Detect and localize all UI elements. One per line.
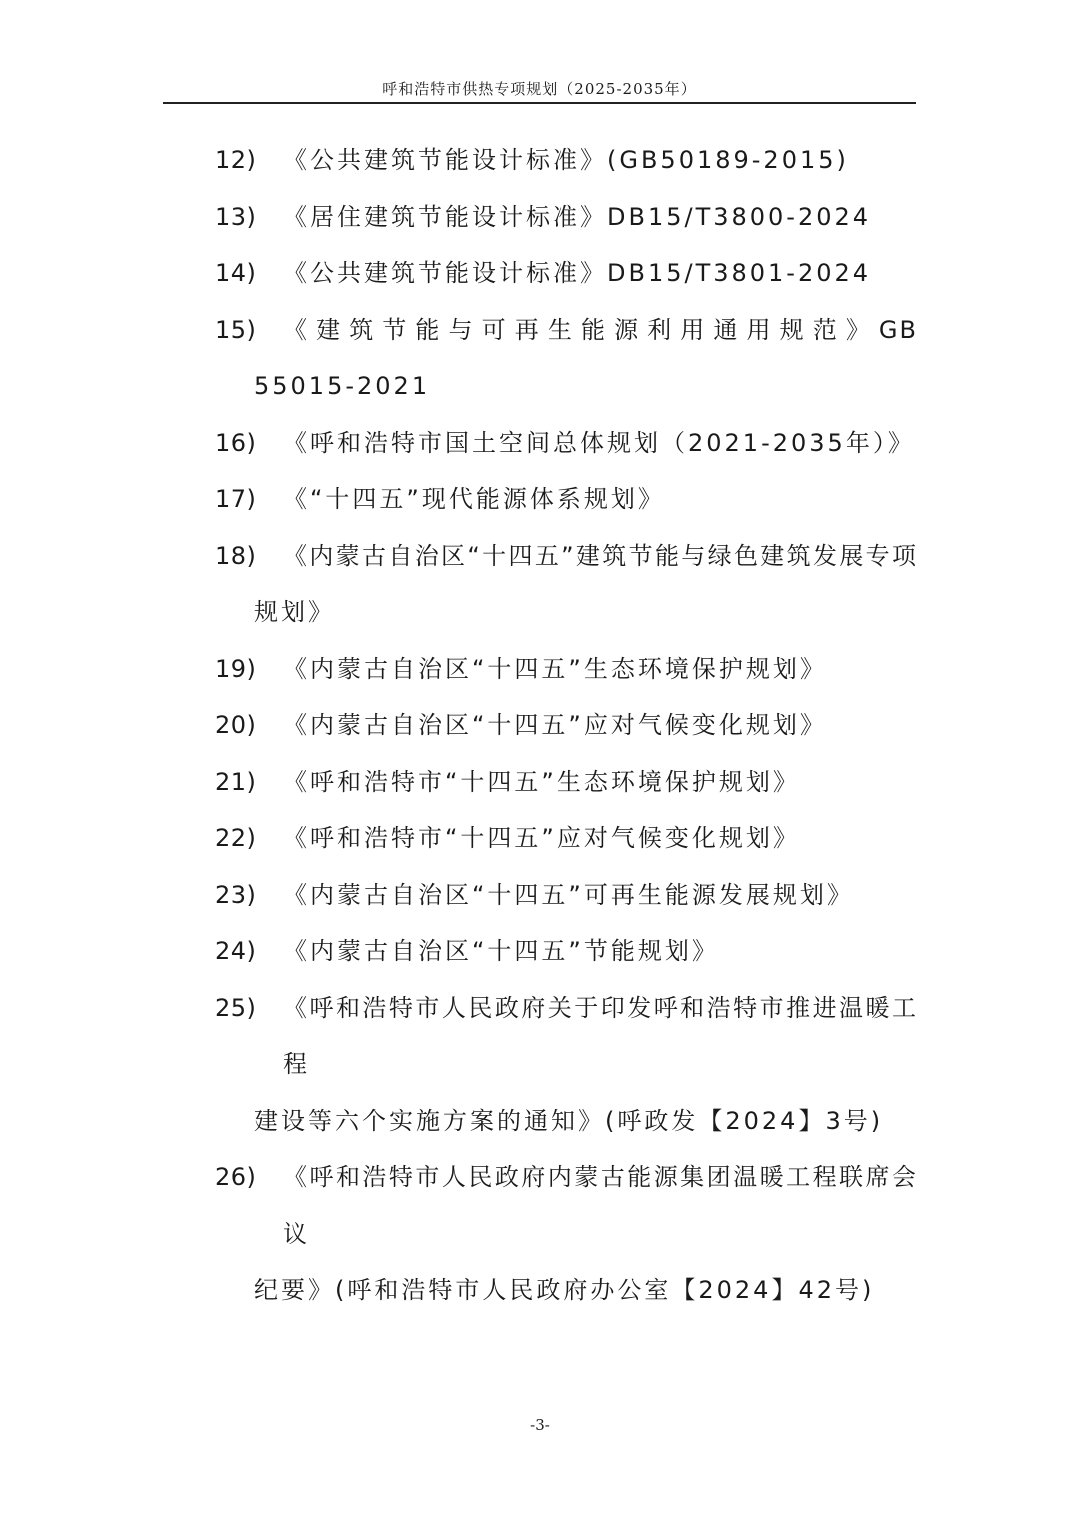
item-text: 《内蒙古自治区“十四五”生态环境保护规划》 [283, 654, 827, 683]
list-item [0, 1149, 1080, 1319]
item-text-continuation: 55015-2021 [254, 372, 431, 400]
item-number: 22) [215, 824, 257, 852]
item-number: 19) [215, 654, 257, 683]
item-text: 《内蒙古自治区“十四五”可再生能源发展规划》 [283, 880, 854, 909]
item-text: 《内蒙古自治区“十四五”应对气候变化规划》 [283, 711, 827, 739]
item-number: 16) [215, 428, 257, 457]
list-item [0, 980, 1080, 1150]
page-number: -3- [530, 1416, 550, 1434]
item-number: 21) [215, 767, 257, 796]
item-text: 《内蒙古自治区“十四五”节能规划》 [283, 937, 719, 965]
item-number: 13) [215, 202, 257, 231]
item-text: 《居住建筑节能设计标准》DB15/T3800-2024 [283, 202, 872, 231]
item-text: 《建筑节能与可再生能源利用通用规范》GB [283, 315, 918, 344]
list-item [0, 189, 1080, 246]
item-text: 《呼和浩特市“十四五”应对气候变化规划》 [283, 824, 800, 852]
list-item [0, 302, 1080, 415]
item-text: 《呼和浩特市“十四五”生态环境保护规划》 [283, 767, 800, 796]
item-number: 23) [215, 880, 257, 909]
reference-list [0, 132, 1080, 1319]
item-text-continuation: 纪要》(呼和浩特市人民政府办公室【2024】42号) [254, 1276, 875, 1304]
item-text: 《呼和浩特市国土空间总体规划（2021-2035年）》 [283, 428, 915, 457]
list-item [0, 415, 1080, 472]
item-text: 《公共建筑节能设计标准》(GB50189-2015) [283, 146, 849, 174]
list-item [0, 528, 1080, 641]
list-item [0, 697, 1080, 754]
item-text-continuation: 规划》 [254, 598, 335, 626]
item-number: 24) [215, 937, 257, 965]
list-item [0, 471, 1080, 528]
page-header: 呼和浩特市供热专项规划（2025-2035年） [163, 76, 916, 104]
item-number: 15) [215, 315, 257, 344]
item-number: 12) [215, 146, 257, 174]
item-number: 25) [215, 993, 257, 1022]
list-item [0, 810, 1080, 867]
list-item [0, 641, 1080, 698]
item-text: 《公共建筑节能设计标准》DB15/T3801-2024 [283, 259, 872, 287]
list-item [0, 132, 1080, 189]
item-number: 17) [215, 485, 257, 513]
item-text: 《呼和浩特市人民政府内蒙古能源集团温暖工程联席会议 [283, 1163, 918, 1248]
list-item [0, 867, 1080, 924]
item-number: 14) [215, 259, 257, 287]
item-number: 20) [215, 711, 257, 739]
item-text-continuation: 建设等六个实施方案的通知》(呼政发【2024】3号) [254, 1106, 884, 1135]
list-item [0, 245, 1080, 302]
item-number: 26) [215, 1163, 257, 1191]
list-item [0, 923, 1080, 980]
item-text: 《呼和浩特市人民政府关于印发呼和浩特市推进温暖工程 [283, 993, 918, 1078]
item-number: 18) [215, 541, 257, 570]
item-text: 《“十四五”现代能源体系规划》 [283, 485, 665, 513]
item-text: 《内蒙古自治区“十四五”建筑节能与绿色建筑发展专项 [283, 541, 918, 570]
list-item [0, 754, 1080, 811]
